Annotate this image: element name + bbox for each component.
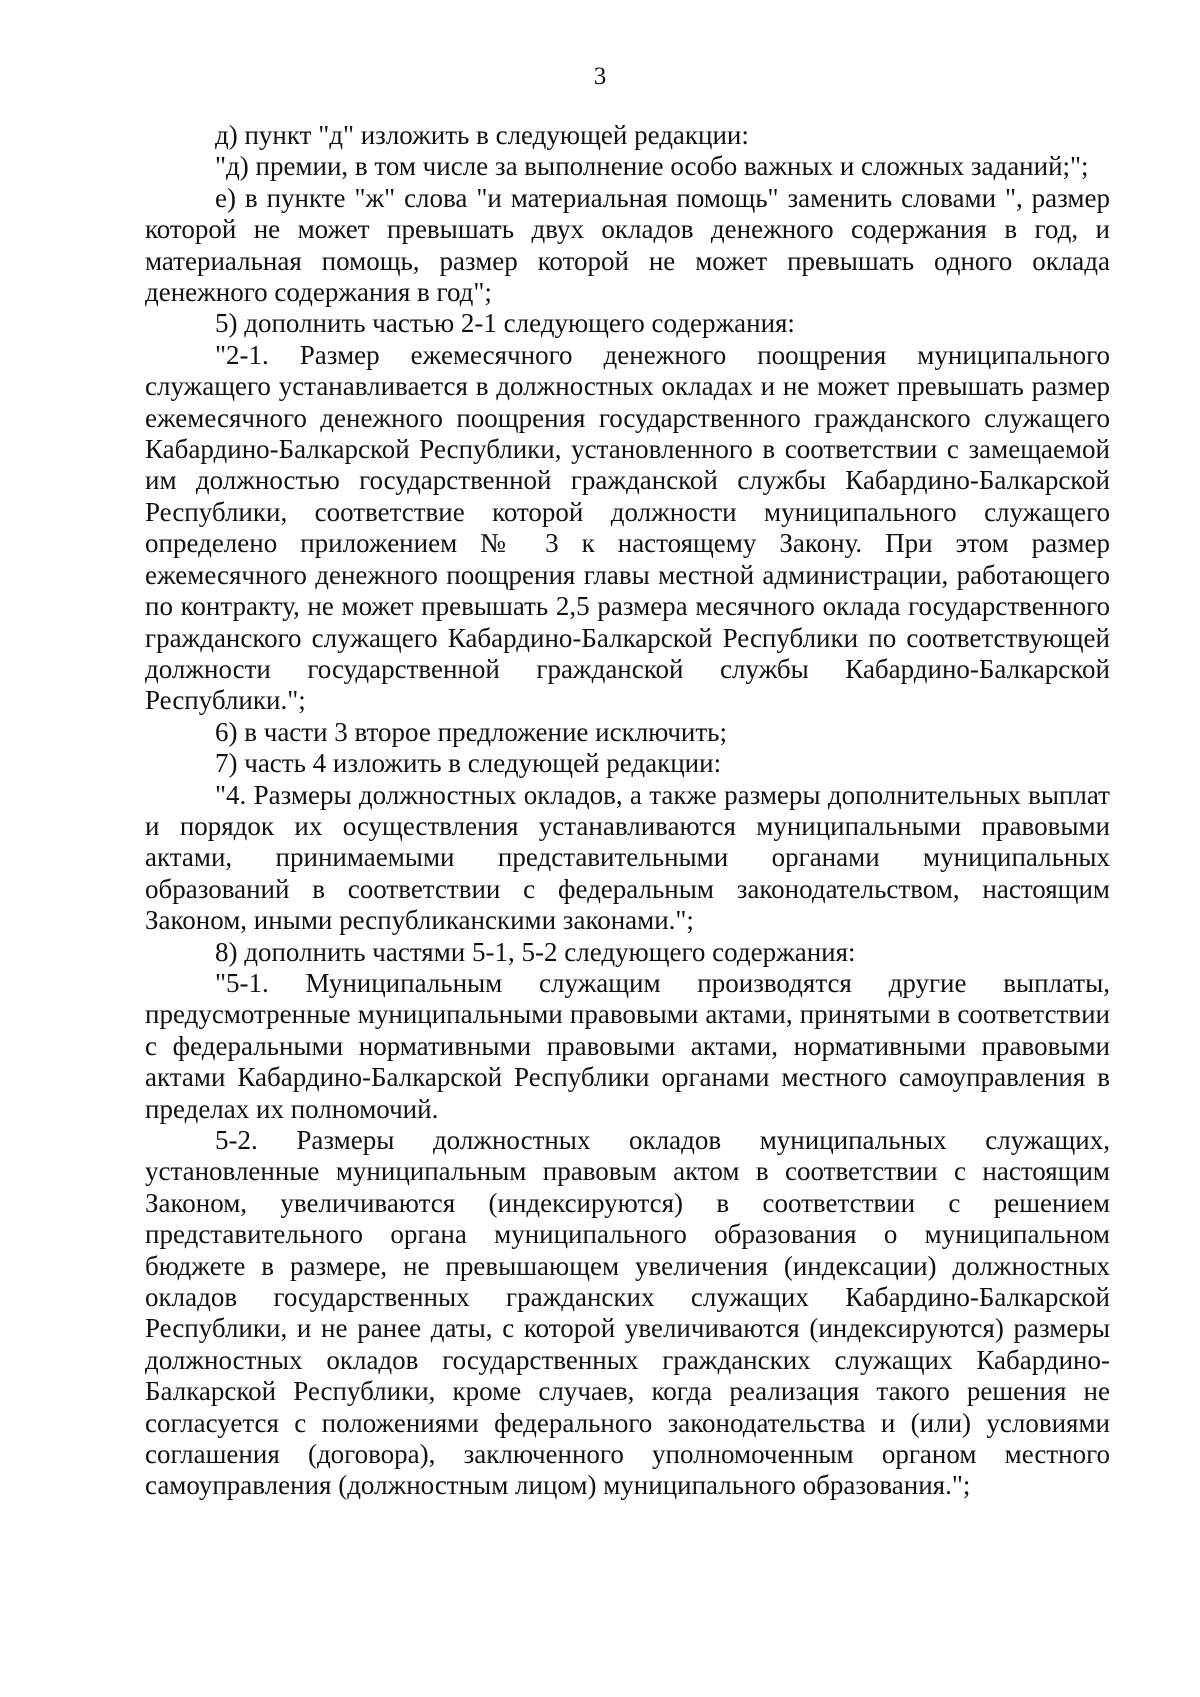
paragraph-item-5: 5) дополнить частью 2-1 следующего содержания: [215,308,795,339]
paragraph-item-7: 7) часть 4 изложить в следующей редакции: [215,748,722,779]
paragraph-item-8: 8) дополнить частями 5-1, 5-2 следующего содержания: [215,936,856,967]
paragraph-item-6: 6) в части 3 второе предложение исключить; [215,716,727,747]
paragraph-part-5-1: "5-1. Муниципальным служащим производятся другие выплаты, предусмотренные муниципальными правовыми актами, принятыми в соответствии с федеральными нормативными правовыми актами, нормативными правовыми актами Кабардино-Балкарской Республики органами местного самоуправления в пределах их полномочий. [145,967,1110,1124]
document-body [145,120,1110,1502]
paragraph-item-d: д) пункт "д" изложить в следующей редакции: [215,120,749,150]
paragraph-item-d-text: "д) премии, в том числе за выполнение особо важных и сложных заданий;"; [215,151,1089,182]
page-number: 3 [593,63,607,90]
paragraph-part-5-2: 5-2. Размеры должностных окладов муниципальных служащих, установленные муниципальным правовым актом в соответствии с настоящим Законом, увеличиваются (индексируются) в соответствии с решением представительного органа муниципального образования о муниципальном бюджете в размере, не превышающем увеличения (индексации) должностных окладов государственных гражданских служащих Кабардино-Балкарской Республики, и не ранее даты, с которой увеличиваются (индексируются) размеры должностных окладов государственных гражданских служащих Кабардино-Балкарской Республики, кроме случаев, когда реализация такого решения не согласуется с положениями федерального законодательства и (или) условиями соглашения (договора), заключенного уполномоченным органом местного самоуправления (должностным лицом) муниципального образования."; [145,1125,1110,1501]
paragraph-item-e: е) в пункте "ж" слова "и материальная помощь" заменить словами ", размер которой не может превышать двух окладов денежного содержания в год, и материальная помощь, размер которой не может превышать одного оклада денежного содержания в год"; [145,182,1110,308]
paragraph-part-2-1: "2-1. Размер ежемесячного денежного поощрения муниципального служащего устанавливается в должностных окладах и не может превышать размер ежемесячного денежного поощрения государственного гражданского служащего Кабардино-Балкарской Республики, установленного в соответствии с замещаемой им должностью государственной гражданской службы Кабардино-Балкарской Республики, соответствие которой должности муниципального служащего определено приложением № 3 к настоящему Закону. При этом размер ежемесячного денежного поощрения главы местной администрации, работающего по контракту, не может превышать 2,5 размера месячного оклада государственного гражданского служащего Кабардино-Балкарской Республики по соответствующей должности государственной гражданской службы Кабардино-Балкарской Республики."; [145,339,1110,716]
paragraph-part-4: "4. Размеры должностных окладов, а также размеры дополнительных выплат и порядок их осуществления устанавливаются муниципальными правовыми актами, принимаемыми представительными органами муниципальных образований в соответствии с федеральным законодательством, настоящим Законом, иными республиканскими законами."; [145,779,1110,936]
